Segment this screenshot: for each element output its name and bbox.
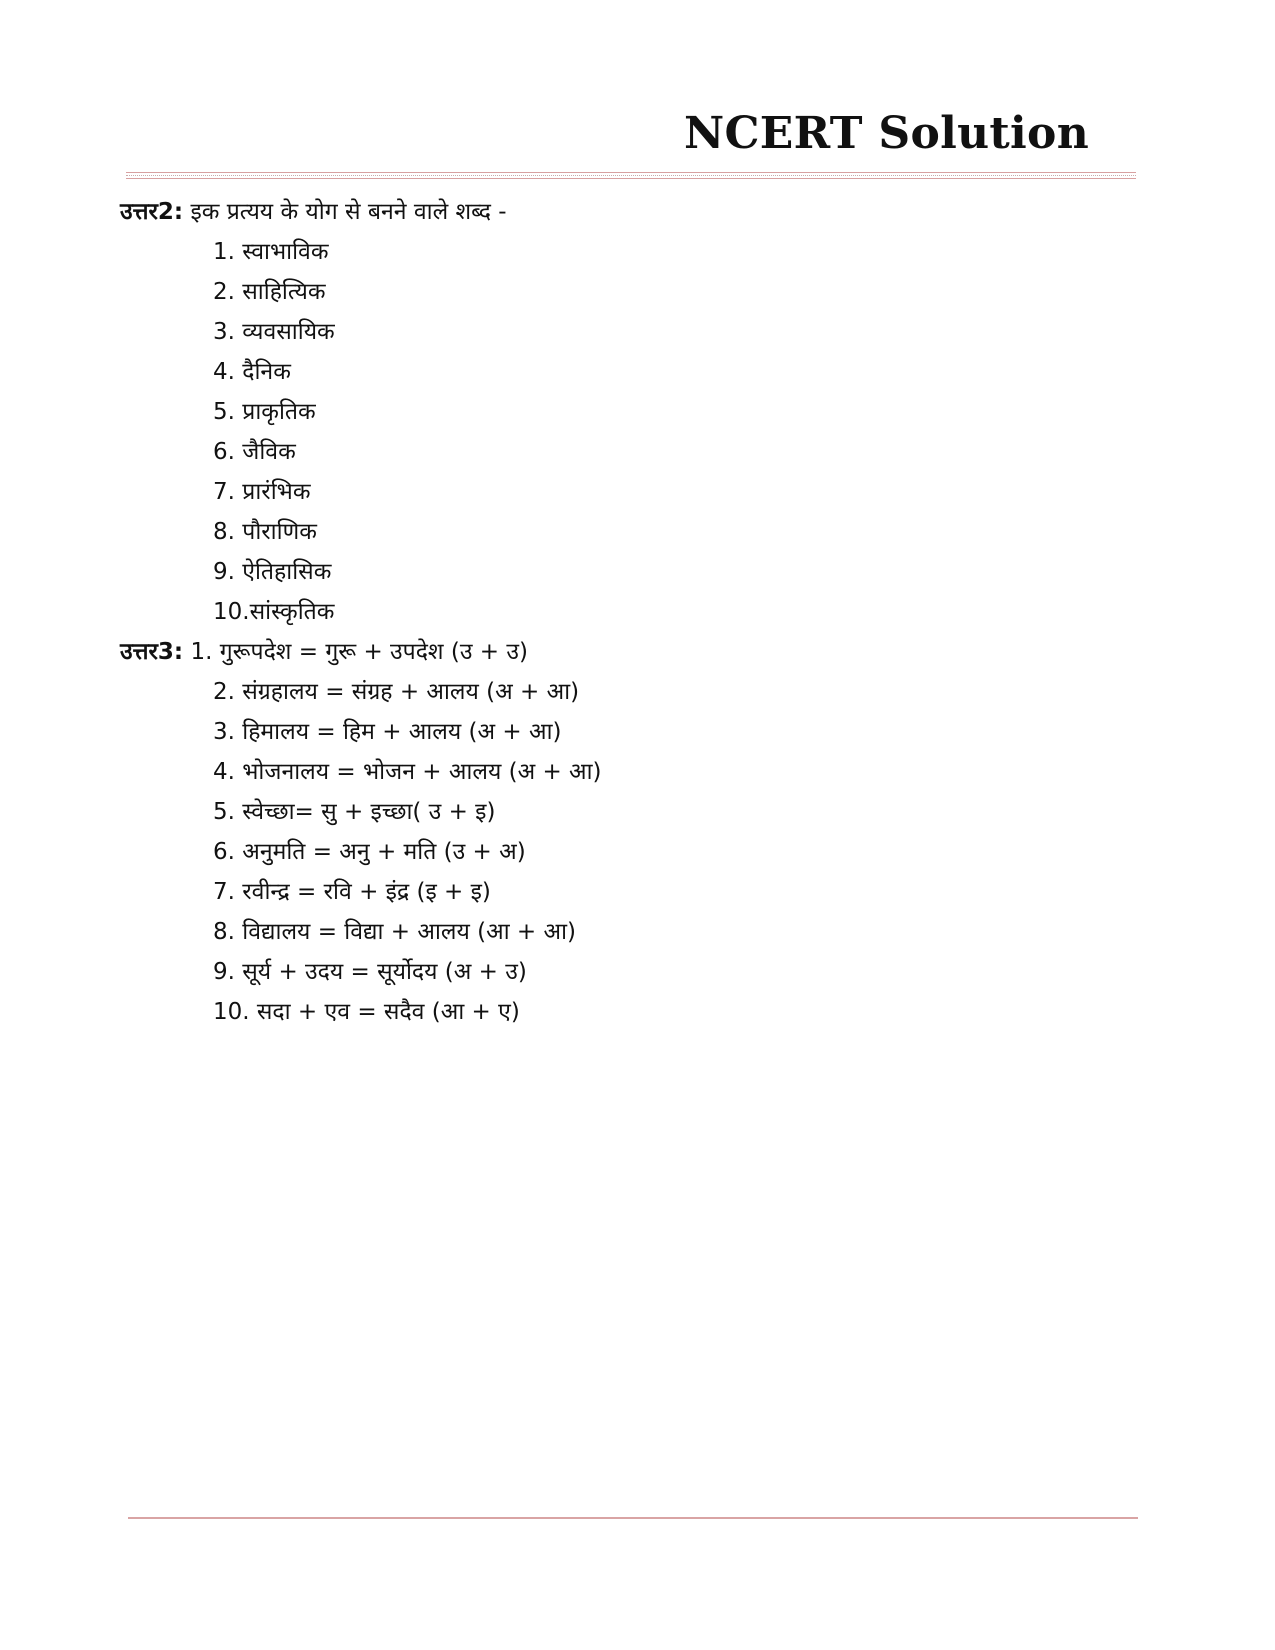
- list-item: 4. भोजनालय = भोजन + आलय (अ + आ): [213, 759, 602, 785]
- list-item: 6. अनुमति = अनु + मति (उ + अ): [213, 839, 526, 865]
- list-item: 8. विद्यालय = विद्या + आलय (आ + आ): [213, 919, 576, 945]
- list-item: 3. हिमालय = हिम + आलय (अ + आ): [213, 719, 562, 745]
- list-item: 1. स्वाभाविक: [213, 239, 329, 265]
- list-item: 7. प्रारंभिक: [213, 479, 311, 505]
- list-item: 6. जैविक: [213, 439, 296, 465]
- list-item: 2. साहित्यिक: [213, 279, 326, 305]
- list-item: 4. दैनिक: [213, 359, 291, 385]
- list-item: 1. गुरूपदेश = गुरू + उपदेश (उ + उ): [190, 639, 528, 665]
- list-item: 9. ऐतिहासिक: [213, 559, 332, 585]
- page-title: NCERT Solution: [683, 108, 1089, 159]
- answer2-label: उत्तर2: [120, 199, 174, 225]
- list-item: 5. प्राकृतिक: [213, 399, 316, 425]
- answer3-heading: उत्तर3: 1. गुरूपदेश = गुरू + उपदेश (उ + उ): [120, 639, 528, 665]
- list-item: 9. सूर्य + उदय = सूर्योदय (अ + उ): [213, 959, 527, 985]
- list-item: 10. सदा + एव = सदैव (आ + ए): [213, 999, 520, 1025]
- list-item: 7. रवीन्द्र = रवि + इंद्र (इ + इ): [213, 879, 491, 905]
- header-divider: [126, 172, 1136, 179]
- list-item: 3. व्यवसायिक: [213, 319, 335, 345]
- answer2-intro: इक प्रत्यय के योग से बनने वाले शब्द -: [190, 199, 507, 225]
- footer-divider: [128, 1517, 1138, 1519]
- list-item: 10.सांस्कृतिक: [213, 599, 335, 625]
- list-item: 8. पौराणिक: [213, 519, 317, 545]
- list-item: 2. संग्रहालय = संग्रह + आलय (अ + आ): [213, 679, 580, 705]
- list-item: 5. स्वेच्छा= सु + इच्छा( उ + इ): [213, 799, 496, 825]
- answer2-heading: उत्तर2: इक प्रत्यय के योग से बनने वाले शब्द -: [120, 199, 507, 225]
- answer3-label: उत्तर3: [120, 639, 174, 665]
